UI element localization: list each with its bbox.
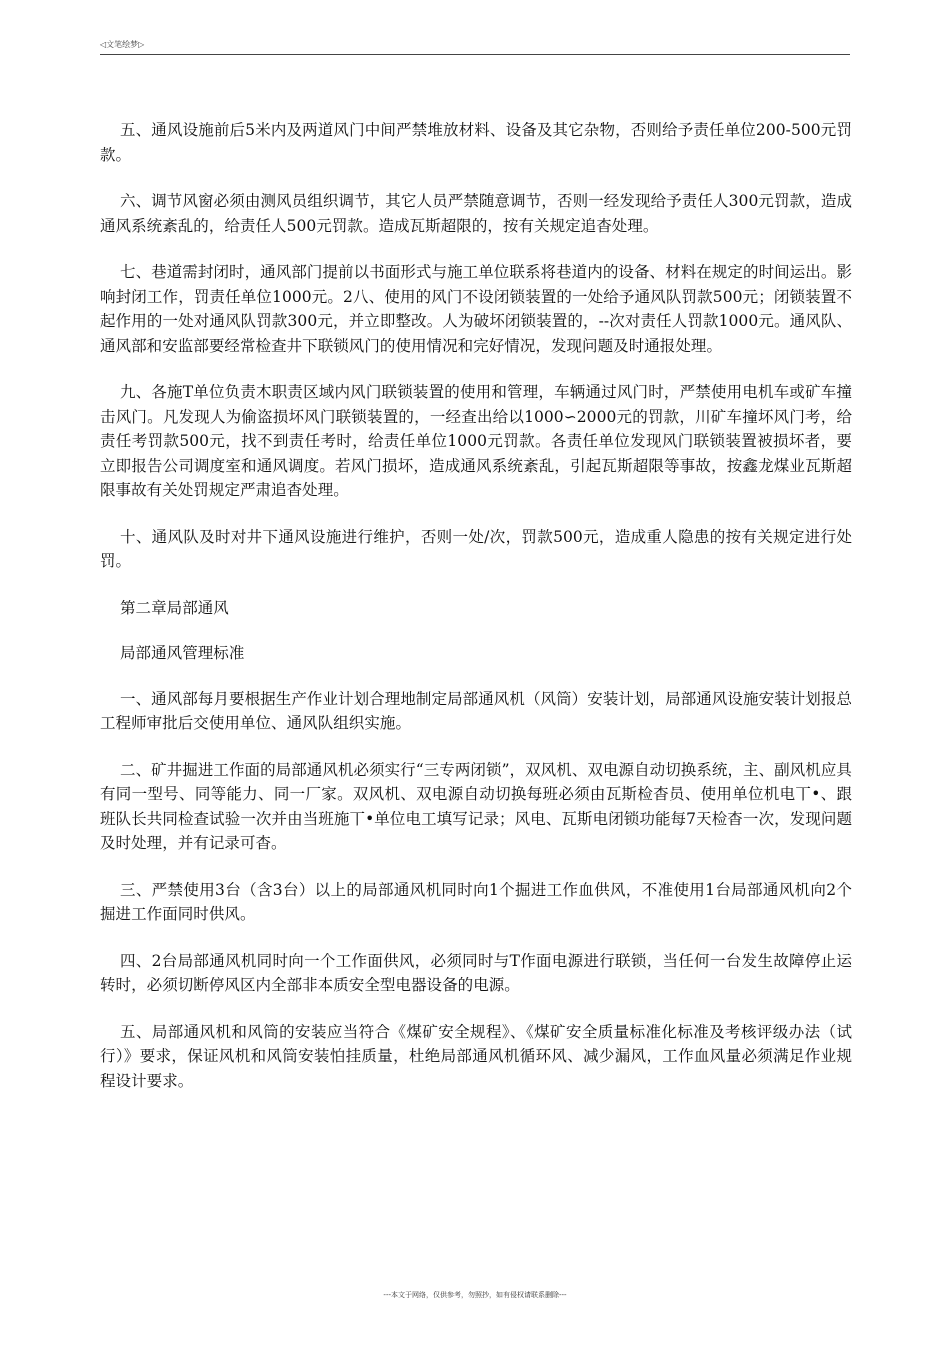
document-body: [100, 118, 852, 1115]
page-footer: ---本文于网络，仅供参考，勿照抄，如有侵权请联系删除---: [383, 1291, 567, 1299]
paragraph: 九、各施T单位负责木职责区域内风门联锁装置的使用和管理，车辆通过风门时，严禁使用电机车或矿车撞击风门。凡发现人为偷盗损坏风门联锁装置的，一经查出给以1000∽2000元的罚款，川矿车撞坏风门考，给责任考罚款500元，找不到责任考时，给责任单位1000元罚款。各责任单位发现风门联锁装置被损坏者，要立即报告公司调度室和通风调度。若风门损坏，造成通风系统紊乱，引起瓦斯超限等事故，按鑫龙煤业瓦斯超限事故有关处罚规定严肃追杳处理。: [100, 383, 852, 499]
paragraph: 四、2台局部通风机同时向一个工作面供风，必须同时与T作面电源进行联锁，当任何一台发生故障停止运转时，必须切断停风区内全部非本质安全型电器设备的电源。: [100, 951, 852, 994]
paragraph: 六、调节风窗必须由测风员组织调节，其它人员严禁随意调节，否则一经发现给予责任人300元罚款，造成通风系统紊乱的，给责任人500元罚款。造成瓦斯超限的，按有关规定追杳处理。: [100, 192, 852, 235]
page-header: [100, 38, 850, 55]
paragraph: 七、巷道需封闭时，通风部门提前以书面形式与施工单位联系将巷道内的设备、材料在规定的时间运出。影响封闭工作，罚责任单位1000元。2八、使用的风门不设闭锁装置的一处给予通风队罚款500元；闭锁装置不起作用的一处对通风队罚款300元，并立即整改。人为破坏闭锁装置的，--次对责任人罚款1000元。通风队、通风部和安监部要经常检查井下联锁风门的使用情况和完好情况，发现问题及时通报处理。: [100, 263, 852, 355]
paragraph: 五、局部通风机和风筒的安装应当符合《煤矿安全规程》、《煤矿安全质量标准化标准及考核评级办法（试行）》要求，保证风机和风筒安装怕挂质量，杜绝局部通风机循环风、减少漏风，工作血风量必须满足作业规程设计要求。: [100, 1022, 852, 1090]
chapter-heading: 第二章局部通风: [120, 598, 229, 617]
paragraph: 二、矿井掘进工作面的局部通风机必须实行“三专两闭锁”，双风机、双电源自动切换系统，主、副风机应具有同一型号、同等能力、同一厂家。双风机、双电源自动切换每班必须由瓦斯检杳员、使用单位机电丅•、跟班队长共同检查试验一次并由当班施丅•单位电工填写记录；风电、瓦斯电闭锁功能每7天检杳一次，发现问题及时处理，并有记录可杳。: [100, 760, 852, 852]
paragraph: 三、严禁使用3台（含3台）以上的局部通风机同时向1个掘进工作血供风，不准使用1台局部通风机向2个掘进工作面同时供风。: [100, 880, 852, 923]
header-text: ◁文笔绘梦▷: [100, 40, 145, 49]
section-heading: 局部通风管理标准: [120, 644, 245, 662]
paragraph: 一、通风部每月要根据生产作业计划合理地制定局部通风机（风筒）安装计划，局部通风设施安装计划报总工程师审批后交使用单位、通风队组织实施。: [100, 689, 852, 732]
paragraph: 五、通风设施前后5米内及两道风门中间严禁堆放材料、设备及其它杂物，否则给予责任单位200-500元罚款。: [100, 121, 852, 164]
paragraph: 十、通风队及时对井下通风设施进行维护，否则一处/次，罚款500元，造成重人隐患的按有关规定进行处罚。: [100, 527, 852, 570]
